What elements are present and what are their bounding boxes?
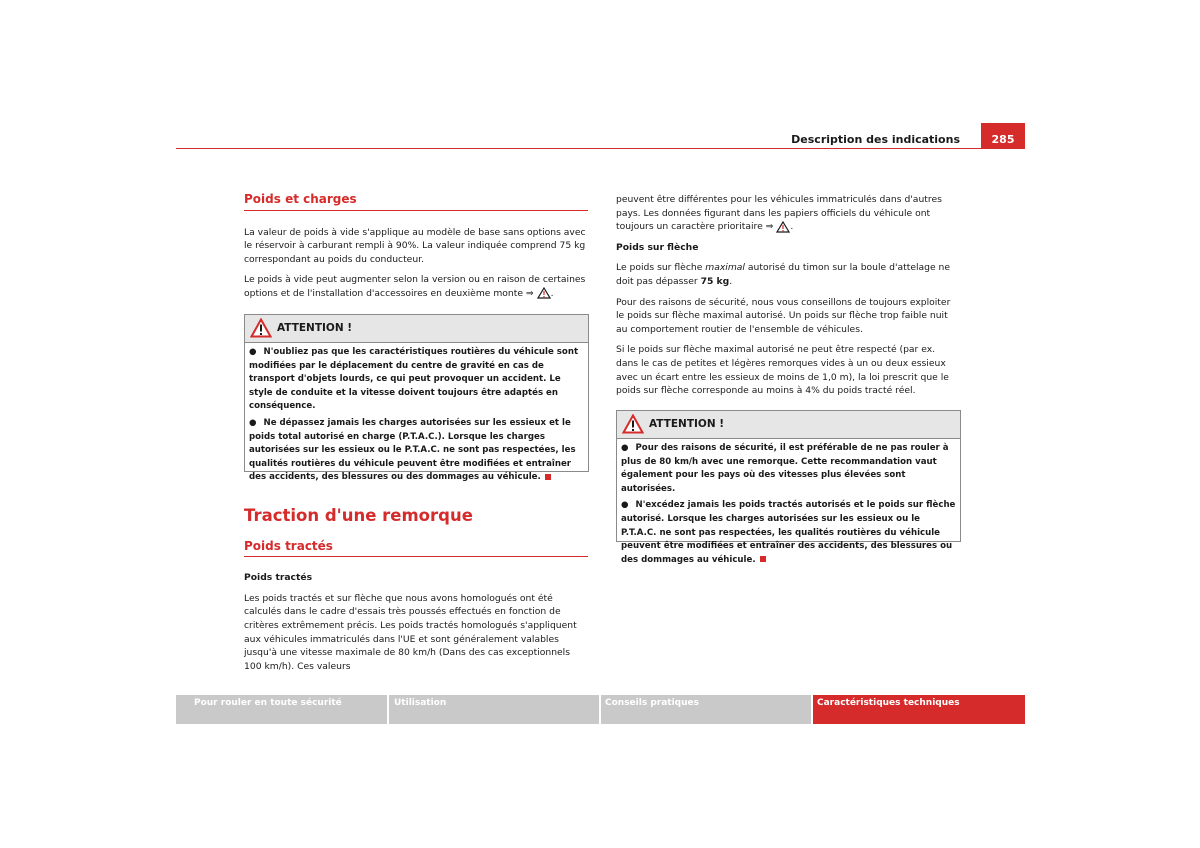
warning-title: ATTENTION ! xyxy=(649,418,725,430)
footer-tab-conseils[interactable]: Conseils pratiques xyxy=(601,695,811,724)
header-rule xyxy=(176,148,1025,149)
heading-poids-et-charges: Poids et charges xyxy=(244,193,588,211)
paragraph-safety-hitch: Pour des raisons de sécurité, nous vous conseillons de toujours exploiter le poids sur flèche maximal autorisé. Un poids sur flèche trop faible nuit au comportement routier de l'ensemble de véhicules. xyxy=(616,296,951,335)
subheading-poids-sur-fleche: Poids sur flèche xyxy=(616,241,699,253)
warning-reference-icon[interactable] xyxy=(776,221,790,233)
subheading-poids-tractes: Poids tractés xyxy=(244,572,313,584)
warning-reference-icon[interactable] xyxy=(537,287,551,299)
bullet-icon: ● xyxy=(621,500,629,511)
footer-tab-caracteristiques[interactable]: Caractéristiques techniques xyxy=(813,695,1025,724)
bullet-icon: ● xyxy=(249,417,257,428)
right-column xyxy=(616,193,960,405)
warning-triangle-icon xyxy=(622,414,644,434)
warning-item: ● Pour des raisons de sécurité, il est préférable de ne pas rouler à plus de 80 km/h avec une remorque. Cette recommandation vaut également pour les pays où des vitesses plus élevées sont autorisées. xyxy=(621,443,949,494)
page-number: 285 xyxy=(981,123,1025,149)
warning-body xyxy=(617,439,960,572)
footer-tab-securite[interactable]: Pour rouler en toute sécurité xyxy=(176,695,387,724)
section-title: Description des indications xyxy=(791,133,960,146)
heading-traction-remorque: Traction d'une remorque xyxy=(244,506,473,525)
bullet-icon: ● xyxy=(249,347,257,357)
heading-poids-tractes: Poids tractés xyxy=(244,540,588,558)
paragraph-towed-weights: Les poids tractés et sur flèche que nous avons homologués ont été calculés dans le cadre d'essais très poussés effectués en fonction de critères extrêmement précis. Les poids tractés homologués s'appliquent aux véhicules immatriculés dans l'UE et sont généralement valables jusqu'à une vitesse maximale de 80 km/h (Dans des cas exceptionnels 100 km/h). Ces valeurs xyxy=(244,592,577,672)
paragraph-weight-increase: Le poids à vide peut augmenter selon la version ou en raison de certaines options et de l'installation d'accessoires en deuxième monte ⇒ . xyxy=(244,274,586,299)
paragraph-max-hitch: Le poids sur flèche maximal autorisé du timon sur la boule d'attelage ne doit pas dépasser 75 kg. xyxy=(616,262,951,287)
end-marker-icon xyxy=(545,474,551,480)
paragraph-empty-weight: La valeur de poids à vide s'applique au modèle de base sans options avec le réservoir à carburant rempli à 90%. La valeur indiquée comprend 75 kg correspondant au poids du conducteur. xyxy=(244,226,586,265)
left-column-lower xyxy=(244,506,588,680)
paragraph-min-hitch: Si le poids sur flèche maximal autorisé ne peut être respecté (par ex. dans le cas de petites et légères remorques vides à un ou deux essieux avec un écart entre les essieux de moins de 1,0 m), la loi prescrit que le poids sur flèche corresponde au moins à 4% du poids tracté réel. xyxy=(616,344,949,397)
paragraph-other-countries: peuvent être différentes pour les véhicules immatriculés dans d'autres pays. Les données figurant dans les papiers officiels du véhicule ont toujours un caractère prioritaire ⇒ . xyxy=(616,194,942,233)
bullet-icon: ● xyxy=(621,443,629,453)
end-marker-icon xyxy=(760,556,766,562)
left-column xyxy=(244,193,588,308)
warning-body xyxy=(245,343,588,490)
warning-header xyxy=(617,411,960,439)
warning-triangle-icon xyxy=(250,318,272,338)
warning-title: ATTENTION ! xyxy=(277,322,353,334)
warning-box-towing xyxy=(616,410,961,565)
warning-box-loads xyxy=(244,314,589,483)
warning-header xyxy=(245,315,588,343)
warning-item: ● Ne dépassez jamais les charges autorisées sur les essieux et le poids total autorisé en charge (P.T.A.C.). Lorsque les charges autorisées sur les essieux ou le P.T.A.C. ne sont pas respectées, les qualités routières du véhicule peuvent être modifiées et entraîner des accidents, des blessures ou des dommages au véhicule. xyxy=(249,417,576,483)
warning-item: ● N'oubliez pas que les caractéristiques routières du véhicule sont modifiées par le déplacement du centre de gravité en cas de transport d'objets lourds, ce qui peut provoquer un accident. Le style de conduite et la vitesse doivent toujours être adaptés en conséquence. xyxy=(249,347,579,412)
footer-tab-utilisation[interactable]: Utilisation xyxy=(389,695,599,724)
warning-item: ● N'excédez jamais les poids tractés autorisés et le poids sur flèche autorisé. Lorsque les charges autorisées sur les essieux ou le P.T.A.C. ne sont pas respectées, les qualités routières du véhicule peuvent être modifiées et entraîner des accidents, des blessures ou des dommages au véhicule. xyxy=(621,500,956,565)
